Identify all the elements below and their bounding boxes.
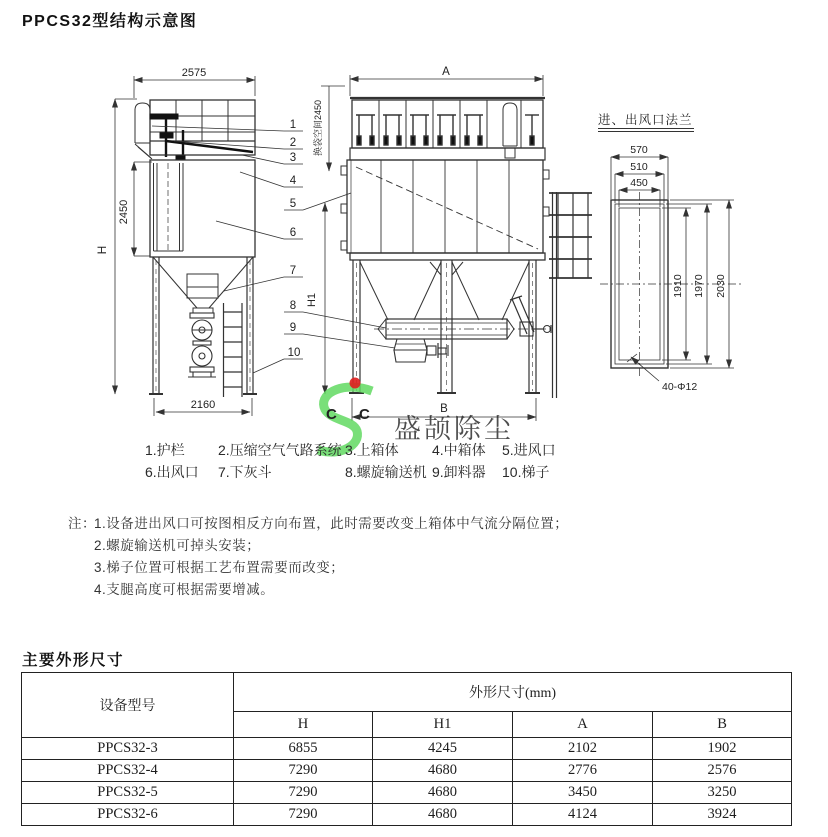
hopper-slope xyxy=(153,257,197,308)
callout-8: 8 xyxy=(289,300,297,312)
callout-7: 7 xyxy=(289,265,297,277)
callout-10: 10 xyxy=(287,347,301,359)
dim-570: 570 xyxy=(630,144,648,156)
dim-1910: 1910 xyxy=(672,274,684,298)
column-header-model: 设备型号 xyxy=(22,673,234,738)
column-header-A: A xyxy=(513,712,653,738)
dim-bag-space: 换袋空间2450 xyxy=(313,99,323,157)
callout-4: 4 xyxy=(289,175,297,187)
cell-model: PPCS32-5 xyxy=(22,782,234,804)
dim-1970: 1970 xyxy=(693,274,705,298)
column-header-H: H xyxy=(234,712,373,738)
cell-H1: 4680 xyxy=(373,804,513,826)
part-label: 4.中箱体 xyxy=(432,442,486,458)
dim-510: 510 xyxy=(630,161,648,173)
part-label: 3.上箱体 xyxy=(345,442,399,458)
bolt-spec-label: 40-Φ12 xyxy=(662,381,698,393)
watermark-text: 盛颉除尘 xyxy=(394,414,514,444)
watermark-letters: C C xyxy=(326,406,379,423)
cell-B: 3924 xyxy=(653,804,792,826)
cell-H: 7290 xyxy=(234,782,373,804)
column-header-group: 外形尺寸(mm) xyxy=(234,673,792,712)
cell-H1: 4245 xyxy=(373,738,513,760)
cell-B: 3250 xyxy=(653,782,792,804)
part-label: 5.进风口 xyxy=(502,442,556,458)
callout-leaders xyxy=(152,126,395,373)
left-legs xyxy=(149,257,257,394)
dim-2160: 2160 xyxy=(190,399,216,411)
part-label: 9.卸料器 xyxy=(432,464,486,480)
callout-6: 6 xyxy=(289,227,297,239)
dim-450: 450 xyxy=(630,177,648,189)
column-header-H1: H1 xyxy=(373,712,513,738)
note-item: 2.螺旋输送机可掉头安装； xyxy=(94,538,261,553)
cell-model: PPCS32-4 xyxy=(22,760,234,782)
note-item: 3.梯子位置可根据工艺布置需要而改变； xyxy=(94,560,345,575)
discharge-unit xyxy=(394,339,448,362)
part-label: 8.螺旋输送机 xyxy=(345,464,427,480)
right-upper-box xyxy=(352,100,543,148)
cell-H1: 4680 xyxy=(373,782,513,804)
cell-A: 2776 xyxy=(513,760,653,782)
pulse-valves xyxy=(356,115,539,145)
callout-1: 1 xyxy=(289,119,297,131)
cell-B: 1902 xyxy=(653,738,792,760)
part-label: 6.出风口 xyxy=(145,464,199,480)
table-row xyxy=(22,738,792,760)
air-tank-dome xyxy=(135,103,150,110)
cell-model: PPCS32-6 xyxy=(22,804,234,826)
ladder xyxy=(224,303,243,397)
flange-title: 进、出风口法兰 xyxy=(598,113,693,127)
part-label: 1.护栏 xyxy=(145,442,185,458)
table-row xyxy=(22,782,792,804)
dim-H: H xyxy=(95,245,109,255)
notes-label: 注： xyxy=(68,516,96,531)
cell-H: 6855 xyxy=(234,738,373,760)
callout-5: 5 xyxy=(289,198,297,210)
flange-detail xyxy=(598,112,744,393)
callout-9: 9 xyxy=(289,322,297,334)
roof-air-tank xyxy=(503,103,517,110)
dim-H1: H1 xyxy=(306,292,318,308)
note-item: 1.设备进出风口可按图相反方向布置，此时需要改变上箱体中气流分隔位置； xyxy=(94,516,569,531)
cell-B: 2576 xyxy=(653,760,792,782)
callout-3: 3 xyxy=(289,152,297,164)
table-row xyxy=(22,760,792,782)
cell-H: 7290 xyxy=(234,804,373,826)
left-elevation-view xyxy=(135,100,257,397)
table-row xyxy=(22,804,792,826)
part-label: 7.下灰斗 xyxy=(218,464,272,480)
dim-2450-left: 2450 xyxy=(118,199,130,225)
callout-2: 2 xyxy=(289,137,297,149)
cell-A: 2102 xyxy=(513,738,653,760)
cell-model: PPCS32-3 xyxy=(22,738,234,760)
section-title-dimensions: 主要外形尺寸 xyxy=(22,652,125,669)
cell-H1: 4680 xyxy=(373,760,513,782)
cell-H: 7290 xyxy=(234,760,373,782)
right-elevation-view xyxy=(341,98,592,398)
table-header-row xyxy=(22,673,792,712)
cell-A: 3450 xyxy=(513,782,653,804)
screw-conveyor xyxy=(374,296,552,339)
dimensions-table xyxy=(21,672,792,826)
column-header-B: B xyxy=(653,712,792,738)
part-label: 2.压缩空气气路系统 xyxy=(218,442,342,458)
dim-A: A xyxy=(442,66,450,78)
dim-2030: 2030 xyxy=(715,274,727,298)
red-dot xyxy=(350,378,361,389)
airflow-divider xyxy=(356,167,538,249)
note-item: 4.支腿高度可根据需要增减。 xyxy=(94,582,275,597)
part-label: 10.梯子 xyxy=(502,464,550,480)
rotary-valve xyxy=(188,313,216,377)
dim-2575: 2575 xyxy=(181,67,207,79)
page-title: PPCS32型结构示意图 xyxy=(22,13,198,30)
left-middle-box xyxy=(150,160,255,257)
cell-A: 4124 xyxy=(513,804,653,826)
right-view-dimensions xyxy=(321,75,543,421)
dim-B: B xyxy=(440,403,448,415)
flange-dimensions xyxy=(611,157,734,381)
inlet-duct xyxy=(549,192,592,398)
